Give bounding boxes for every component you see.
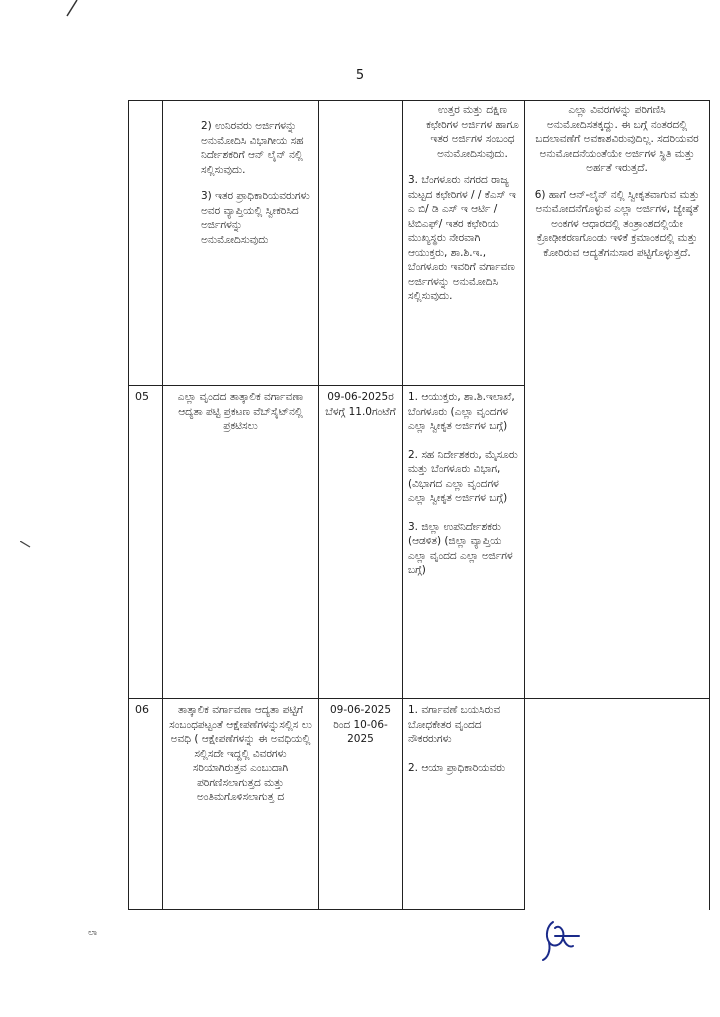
authority-text: 3. ಬೆಂಗಳೂರು ನಗರದ ರಾಜ್ಯ ಮಟ್ಟದ ಕಛೇರಿಗಳ / / ಕೆಎಸ್ ಇ ಎ ಬಿ/ ಡಿ ಎಸ್ ಇ ಆರ್ಟಿ /ಟಿಬಿಎಫ್/ ಇತರ ಕಛೇರಿಯ ಮುಖ್ಯಸ್ಥರು ನೇರವಾಗಿ ಆಯುಕ್ತರು, ಶಾ.ಶಿ.ಇ., ಬೆಂಗಳೂರು ಇವರಿಗೆ ವರ್ಗಾವಣ ಅರ್ಜಿಗಳನ್ನು ಅನುಮೋದಿಸಿ ಸಲ್ಲಿಸುವುದು. [408,174,516,302]
activity-cell: ಎಲ್ಲಾ ವೃಂದದ ತಾತ್ಕಾಲಿಕ ವರ್ಗಾವಣಾ ಆದ್ಯತಾ ಪಟ್ಟಿ ಪ್ರಕಟಣ ವೆಬ್‌ಸೈಟ್‌ನಲ್ಲಿ ಪ್ರಕಟಿಸಲು [163,386,319,699]
authority-text: 2. ಆಯಾ ಪ್ರಾಧಿಕಾರಿಯವರು [408,761,506,774]
remarks-text: 6) ಹಾಗೆ ಆನ್-ಲೈನ್ ನಲ್ಲಿ ಸ್ವೀಕೃತವಾಗುವ ಮತ್ತು ಅನುಮೋದನೆಗೊಳ್ಳುವ ಎಲ್ಲಾ ಅರ್ಜಿಗಳ, ಜ್ಯೇಷ್ಠತೆ ಅಂಕಗಳ ಆಧಾರದಲ್ಲಿ ತಂತ್ರಾಂಶದಲ್ಲಿಯೇ ಕ್ರೋಢೀಕರಣಗೊಂಡು ಇಳಿಕೆ ಕ್ರಮಾಂಕದಲ್ಲಿ ಮತ್ತು ಕೋರಿರುವ ಆದ್ಯತೆಗನುಸಾರ ಪಟ್ಟಿಗೊಳ್ಳುತ್ತದೆ. [534,188,700,259]
corner-line [63,0,83,18]
margin-mark [20,541,32,549]
schedule-table [128,100,710,910]
authority-text: 1. ವರ್ಗಾವಣೆ ಬಯಸಿರುವ ಬೋಧಕೇತರ ವೃಂದದ ನೌಕರರುಗಳು [408,704,501,745]
date-cell: 09-06-2025ರ ಬೆಳಗ್ಗೆ 11.0ಗಂಟೆಗೆ [319,386,403,699]
date-cell: 09-06-2025 ರಿಂದ 10-06-2025 [319,699,403,910]
activity-text: 2) ಉನಿರವರು ಅರ್ಜಿಗಳನ್ನು ಅನುಮೋದಿಸಿ ವಿಭಾಗೀಯ ಸಹ ನಿರ್ದೇಶಕರಿಗೆ ಆನ್ ಲೈನ್ ನಲ್ಲಿ ಸಲ್ಲಿಸುವುದು. [201,120,304,176]
serial-cell [129,101,163,386]
table-row [129,699,710,910]
table-row [129,101,710,386]
authority-cell [403,699,525,910]
initials-mark: ಲಾ [88,928,98,938]
remarks-cell [525,101,710,699]
signature [535,918,585,963]
authority-text: ಉತ್ತರ ಮತ್ತು ದಕ್ಷಿಣ ಕಛೇರಿಗಳ ಅರ್ಜಿಗಳ ಹಾಗೂ ಇತರ ಅರ್ಜಿಗಳ ಸಂಬಂಧ ಅನುಮೋದಿಸುವುದು. [426,104,519,160]
date-cell [319,101,403,386]
serial-cell: 06 [129,699,163,910]
activity-cell [163,101,319,386]
authority-cell [403,386,525,699]
activity-cell: ತಾತ್ಕಾಲಿಕ ವರ್ಗಾವಣಾ ಆದ್ಯತಾ ಪಟ್ಟಿಗೆ ಸಂಬಂಧಪಟ್ಟಂತೆ ಆಕ್ಷೇಪಣೆಗಳನ್ನುಸಲ್ಲಿಸ ಲು ಅವಧಿ ( ಆಕ್ಷೇಪಣೆಗಳನ್ನು ಈ ಅವಧಿಯಲ್ಲಿ ಸಲ್ಲಿಸದೇ ಇದ್ದಲ್ಲಿ ವಿವರಗಳು ಸರಿಯಾಗಿರುತ್ತವ ಎಂಬುದಾಗಿ ಪರಿಗಣಿಸಲಾಗುತ್ತದ ಮತ್ತು ಅಂತಿಮಗೊಳಿಸಲಾಗುತ್ತ ದ [163,699,319,910]
remarks-text: ಎಲ್ಲಾ ವಿವರಗಳನ್ನು ಪರಿಗಣಿಸಿ ಅನುಮೋದಿಸತಕ್ಕದ್ದು. ಈ ಬಗ್ಗೆ ನಂತರದಲ್ಲಿ ಬದಲಾವಣೆಗೆ ಅವಕಾಶವಿರುವುದಿಲ್ಲ. ಸದರಿಯವರ ಅನುಮೋದನೆಯಂತೆಯೇ ಅರ್ಜಿಗಳ ಸ್ಥಿತಿ ಮತ್ತು ಅರ್ಹತೆ ಇರುತ್ತದೆ. [535,104,699,174]
page-number: 5 [355,68,365,83]
serial-cell: 05 [129,386,163,699]
authority-text: 1. ಆಯುಕ್ತರು, ಶಾ.ಶಿ.ಇಲಾಖೆ, ಬೆಂಗಳೂರು (ಎಲ್ಲಾ ವೃಂದಗಳ ಎಲ್ಲಾ ಸ್ವೀಕೃತ ಅರ್ಜಿಗಳ ಬಗ್ಗೆ) [408,391,515,432]
activity-text: 3) ಇತರ ಪ್ರಾಧಿಕಾರಿಯವರುಗಳು ಅವರ ವ್ಯಾಪ್ತಿಯಲ್ಲಿ ಸ್ವೀಕರಿಸಿದ ಅರ್ಜಿಗಳನ್ನು ಅನುಮೋದಿಸುವುದು [201,190,310,246]
remarks-cell [525,699,710,910]
authority-cell [403,101,525,386]
authority-text: 2. ಸಹ ನಿರ್ದೇಶಕರು, ಮೈಸೂರು ಮತ್ತು ಬೆಂಗಳೂರು ವಿಭಾಗ, (ವಿಭಾಗದ ಎಲ್ಲಾ ವೃಂದಗಳ ಎಲ್ಲಾ ಸ್ವೀಕೃತ ಅರ್ಜಿಗಳ ಬಗ್ಗೆ) [408,448,518,504]
authority-text: 3. ಜಿಲ್ಲಾ ಉಪನಿರ್ದೇಶಕರು (ಆಡಳಿತ) (ಜಿಲ್ಲಾ ವ್ಯಾಪ್ತಿಯ ಎಲ್ಲಾ ವೃಂದದ ಎಲ್ಲಾ ಅರ್ಜಿಗಳ ಬಗ್ಗೆ) [408,520,513,576]
